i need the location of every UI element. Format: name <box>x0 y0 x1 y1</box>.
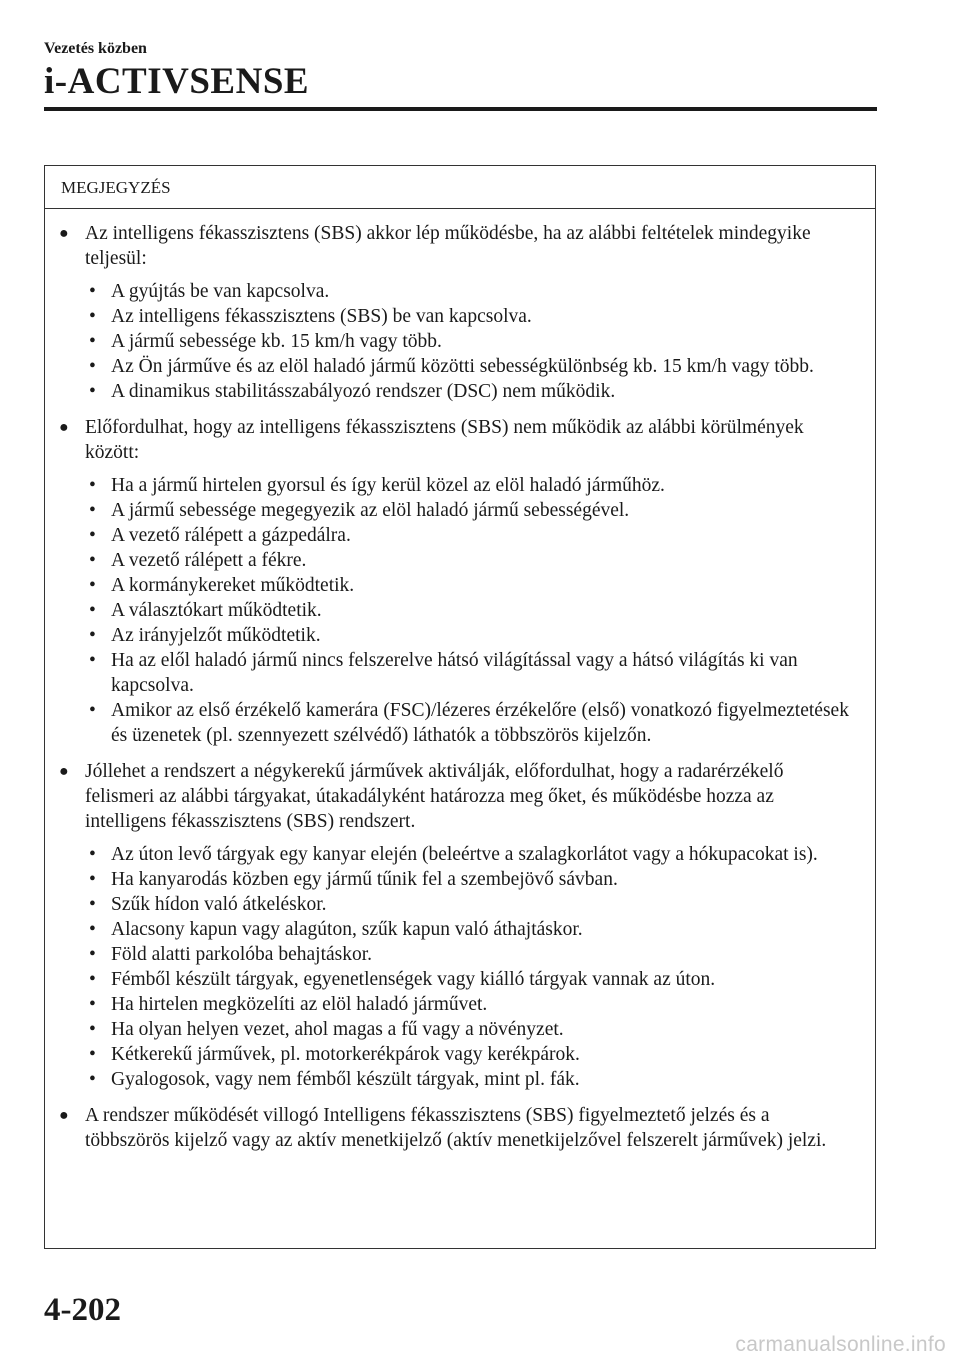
sub-list-item-text: Alacsony kapun vagy alagúton, szűk kapun való áthajtáskor. <box>111 919 583 940</box>
small-bullet-icon: • <box>89 356 96 377</box>
sub-list-item <box>85 917 857 942</box>
small-bullet-icon: • <box>89 919 96 940</box>
sub-list-item <box>85 473 857 498</box>
small-bullet-icon: • <box>89 381 96 402</box>
sub-list-item-text: A választókart működtetik. <box>111 600 322 621</box>
small-bullet-icon: • <box>89 1019 96 1040</box>
sub-list-item <box>85 1067 857 1092</box>
small-bullet-icon: • <box>89 700 96 721</box>
page-number: 4-202 <box>44 1292 121 1328</box>
small-bullet-icon: • <box>89 1044 96 1065</box>
sub-list-item-text: Kétkerekű járművek, pl. motorkerékpárok vagy kerékpárok. <box>111 1044 580 1065</box>
sub-list-item-text: Ha kanyarodás közben egy jármű tűnik fel a szembejövő sávban. <box>111 869 618 890</box>
small-bullet-icon: • <box>89 600 96 621</box>
small-bullet-icon: • <box>89 844 96 865</box>
sub-list-item-text: Föld alatti parkolóba behajtáskor. <box>111 944 373 965</box>
small-bullet-icon: • <box>89 994 96 1015</box>
title-divider <box>44 107 877 111</box>
sub-list-item <box>85 1042 857 1067</box>
note-item-text: Az intelligens fékasszisztens (SBS) akkor lép működésbe, ha az alábbi feltételek mindegyike teljesül: <box>85 223 811 269</box>
sub-list-item <box>85 523 857 548</box>
watermark: carmanualsonline.info <box>735 1333 946 1356</box>
small-bullet-icon: • <box>89 525 96 546</box>
small-bullet-icon: • <box>89 500 96 521</box>
small-bullet-icon: • <box>89 331 96 352</box>
sub-list-item <box>85 1017 857 1042</box>
sub-list <box>85 279 857 404</box>
note-item <box>59 759 857 1092</box>
note-box <box>44 165 876 1249</box>
sub-list-item <box>85 354 857 379</box>
sub-list-item-text: A gyújtás be van kapcsolva. <box>111 281 330 302</box>
sub-list-item-text: A dinamikus stabilitásszabályozó rendszer (DSC) nem működik. <box>111 381 616 402</box>
sub-list-item-text: Ha olyan helyen vezet, ahol magas a fű vagy a növényzet. <box>111 1019 564 1040</box>
sub-list-item-text: Fémből készült tárgyak, egyenetlenségek vagy kiálló tárgyak vannak az úton. <box>111 969 716 990</box>
sub-list-item-text: A jármű sebessége megegyezik az elöl haladó jármű sebességével. <box>111 500 630 521</box>
sub-list-item-text: A jármű sebessége kb. 15 km/h vagy több. <box>111 331 442 352</box>
sub-list-item <box>85 573 857 598</box>
small-bullet-icon: • <box>89 650 96 671</box>
sub-list-item-text: Ha az elől haladó jármű nincs felszerelve hátsó világítással vagy a hátsó világítás ki van kapcsolva. <box>111 650 798 696</box>
sub-list-item <box>85 498 857 523</box>
sub-list-item <box>85 992 857 1017</box>
sub-list-item-text: Szűk hídon való átkeléskor. <box>111 894 327 915</box>
small-bullet-icon: • <box>89 575 96 596</box>
sub-list-item-text: A vezető rálépett a fékre. <box>111 550 307 571</box>
sub-list-item-text: Amikor az első érzékelő kamerára (FSC)/lézeres érzékelőre (első) vonatkozó figyelmeztetések és üzenetek (pl. szennyezett szélvédő) láthatók a többszörös kijelzőn. <box>111 700 849 746</box>
bullet-icon: ● <box>59 225 69 242</box>
sub-list-item <box>85 304 857 329</box>
bullet-icon: ● <box>59 763 69 780</box>
sub-list-item-text: Az irányjelzőt működtetik. <box>111 625 321 646</box>
sub-list-item-text: Ha a jármű hirtelen gyorsul és így kerül közel az elöl haladó járműhöz. <box>111 475 665 496</box>
sub-list-item <box>85 548 857 573</box>
sub-list-item-text: Az intelligens fékasszisztens (SBS) be van kapcsolva. <box>111 306 532 327</box>
sub-list <box>85 842 857 1092</box>
section-label: Vezetés közben <box>44 40 147 57</box>
small-bullet-icon: • <box>89 869 96 890</box>
sub-list-item-text: Gyalogosok, vagy nem fémből készült tárgyak, mint pl. fák. <box>111 1069 580 1090</box>
small-bullet-icon: • <box>89 1069 96 1090</box>
note-item <box>59 221 857 404</box>
small-bullet-icon: • <box>89 944 96 965</box>
sub-list-item <box>85 329 857 354</box>
sub-list-item <box>85 967 857 992</box>
sub-list-item <box>85 623 857 648</box>
sub-list-item <box>85 598 857 623</box>
sub-list-item <box>85 379 857 404</box>
sub-list-item-text: Ha hirtelen megközelíti az elöl haladó járművet. <box>111 994 488 1015</box>
sub-list-item <box>85 279 857 304</box>
small-bullet-icon: • <box>89 281 96 302</box>
sub-list-item <box>85 867 857 892</box>
note-body <box>45 209 875 1153</box>
sub-list <box>85 473 857 748</box>
sub-list-item-text: A vezető rálépett a gázpedálra. <box>111 525 351 546</box>
sub-list-item <box>85 892 857 917</box>
note-item-text: A rendszer működését villogó Intelligens fékasszisztens (SBS) figyelmeztető jelzés és a többszörös kijelző vagy az aktív menetkijelző (aktív menetkijelzővel felszerelt járművek) jelzi. <box>85 1105 827 1151</box>
note-item-text: Jóllehet a rendszert a négykerekű járművek aktiválják, előfordulhat, hogy a radarérzékelő felismeri az alábbi tárgyakat, útakadályként határozza meg őket, és működésbe hozza az intelligens fékasszisztens (SBS) rendszert. <box>85 761 784 832</box>
small-bullet-icon: • <box>89 969 96 990</box>
note-item-text: Előfordulhat, hogy az intelligens fékasszisztens (SBS) nem működik az alábbi körülmények között: <box>85 417 804 463</box>
sub-list-item <box>85 648 857 698</box>
bullet-icon: ● <box>59 419 69 436</box>
sub-list-item-text: Az Ön járműve és az elöl haladó jármű közötti sebességkülönbség kb. 15 km/h vagy több. <box>111 356 814 377</box>
sub-list-item <box>85 698 857 748</box>
small-bullet-icon: • <box>89 306 96 327</box>
sub-list-item-text: A kormánykereket működtetik. <box>111 575 355 596</box>
note-heading: MEGJEGYZÉS <box>45 166 875 209</box>
sub-list-item-text: Az úton levő tárgyak egy kanyar elején (beleértve a szalagkorlátot vagy a hókupacokat is). <box>111 844 818 865</box>
small-bullet-icon: • <box>89 550 96 571</box>
small-bullet-icon: • <box>89 894 96 915</box>
bullet-icon: ● <box>59 1107 69 1124</box>
chapter-title: i-ACTIVSENSE <box>44 61 310 102</box>
small-bullet-icon: • <box>89 475 96 496</box>
small-bullet-icon: • <box>89 625 96 646</box>
note-item <box>59 1103 857 1153</box>
sub-list-item <box>85 842 857 867</box>
sub-list-item <box>85 942 857 967</box>
note-item <box>59 415 857 748</box>
